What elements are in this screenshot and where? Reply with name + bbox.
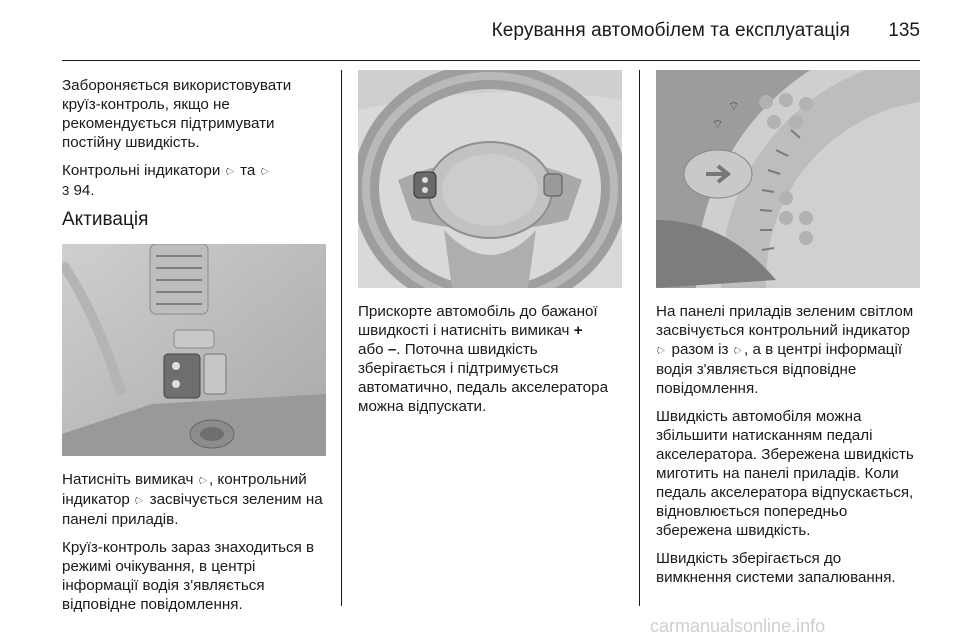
indicator-on-paragraph: На панелі приладів зеленим світлом засвічується контрольний індикатор ⌔ разом із ⌔, а в центрі інформації водія з'являється відповідне повідомлення. <box>654 303 914 397</box>
activation-paragraph: Натисніть вимикач ⌔, контрольний індикатор ⌔ засвічується зеленим на панелі приладів. <box>62 471 323 528</box>
column-1 <box>62 76 326 623</box>
cruise-standby-icon: ⌔ <box>654 344 669 357</box>
cruise-switch-image <box>62 244 326 456</box>
column-3 <box>656 70 920 596</box>
accelerate-paragraph: Швидкість автомобіля можна збільшити натисканням педалі акселератора. Збережена швидкість миготить на панелі приладів. Коли педаль акселератора відпускається, відновлюється попередньо збережена швидкість. <box>656 408 914 539</box>
page-title: Керування автомобілем та експлуатація <box>491 20 850 41</box>
indicators-paragraph: Контрольні індикатори ⌔ та ⌔ 3 94. <box>62 161 326 200</box>
cruise-indicator-icon: ⌔ <box>222 165 237 178</box>
svg-text:⌔: ⌔ <box>728 99 740 113</box>
standby-paragraph: Круїз-контроль зараз знаходиться в режимі очікування, в центрі інформації водія з'являється відповідне повідомлення. <box>62 539 315 613</box>
page-number: 135 <box>888 20 920 41</box>
column-2 <box>358 70 622 425</box>
steering-wheel-image <box>358 70 622 288</box>
ignition-paragraph: Швидкість зберігається до вимкнення системи запалювання. <box>656 550 896 586</box>
reference-arrow-icon: 3 <box>62 183 70 198</box>
cruise-switch-icon: ⌔ <box>195 474 210 487</box>
section-heading: Активація <box>62 209 149 230</box>
cruise-indicator-icon: ⌔ <box>730 344 745 357</box>
header-rule <box>62 60 920 61</box>
cruise-standby-icon: ⌔ <box>257 165 272 178</box>
minus-icon: – <box>387 341 397 358</box>
plus-icon: + <box>573 322 583 339</box>
page-reference: 94. <box>73 182 95 199</box>
cruise-indicator-icon: ⌔ <box>132 494 147 507</box>
column-divider-2 <box>639 70 640 606</box>
watermark: carmanualsonline.info <box>650 616 826 636</box>
svg-text:⌔: ⌔ <box>712 117 724 131</box>
instrument-panel-image <box>656 70 920 288</box>
warning-paragraph: Забороняється використовувати круїз-контроль, якщо не рекомендується підтримувати постійну швидкість. <box>62 77 292 151</box>
column-divider-1 <box>341 70 342 606</box>
set-speed-paragraph: Прискорте автомобіль до бажаної швидкості і натисніть вимикач + або –. Поточна швидкість зберігається і підтримується автоматично, педаль акселератора можна відпускати. <box>358 303 609 415</box>
